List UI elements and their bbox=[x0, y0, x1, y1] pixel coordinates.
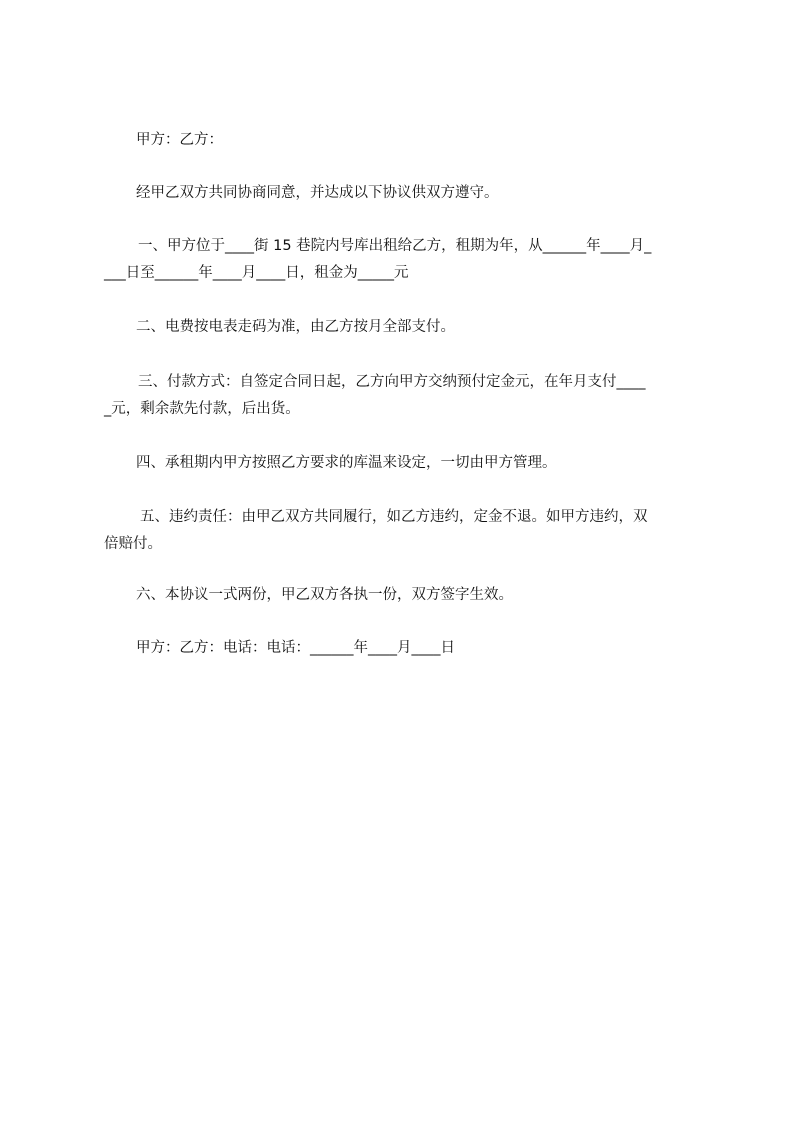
clause-6: 六、本协议一式两份，甲乙双方各执一份，双方签字生效。 bbox=[136, 587, 513, 603]
clause-1-line-2: ___日至______年____月____日，租金为_____元 bbox=[104, 265, 409, 281]
parties-header: 甲方：乙方： bbox=[136, 132, 223, 148]
signature-line: 甲方：乙方：电话：电话：______年____月____日 bbox=[136, 640, 455, 656]
clause-3-line-1: 三、付款方式：自签定合同日起，乙方向甲方交纳预付定金元，在年月支付____ bbox=[138, 374, 646, 390]
clause-4: 四、承租期内甲方按照乙方要求的库温来设定，一切由甲方管理。 bbox=[136, 455, 557, 471]
clause-5-line-2: 倍赔付。 bbox=[104, 536, 162, 552]
clause-1-line-1: 一、甲方位于____街 15 巷院内号库出租给乙方，租期为年，从______年____月_ bbox=[138, 238, 652, 254]
intro-paragraph: 经甲乙双方共同协商同意，并达成以下协议供双方遵守。 bbox=[136, 185, 499, 201]
clause-3-line-2: _元，剩余款先付款，后出货。 bbox=[104, 401, 300, 417]
clause-5-line-1: 五、违约责任：由甲乙双方共同履行，如乙方违约，定金不退。如甲方违约，双 bbox=[140, 509, 648, 525]
clause-2: 二、电费按电表走码为准，由乙方按月全部支付。 bbox=[136, 319, 455, 335]
